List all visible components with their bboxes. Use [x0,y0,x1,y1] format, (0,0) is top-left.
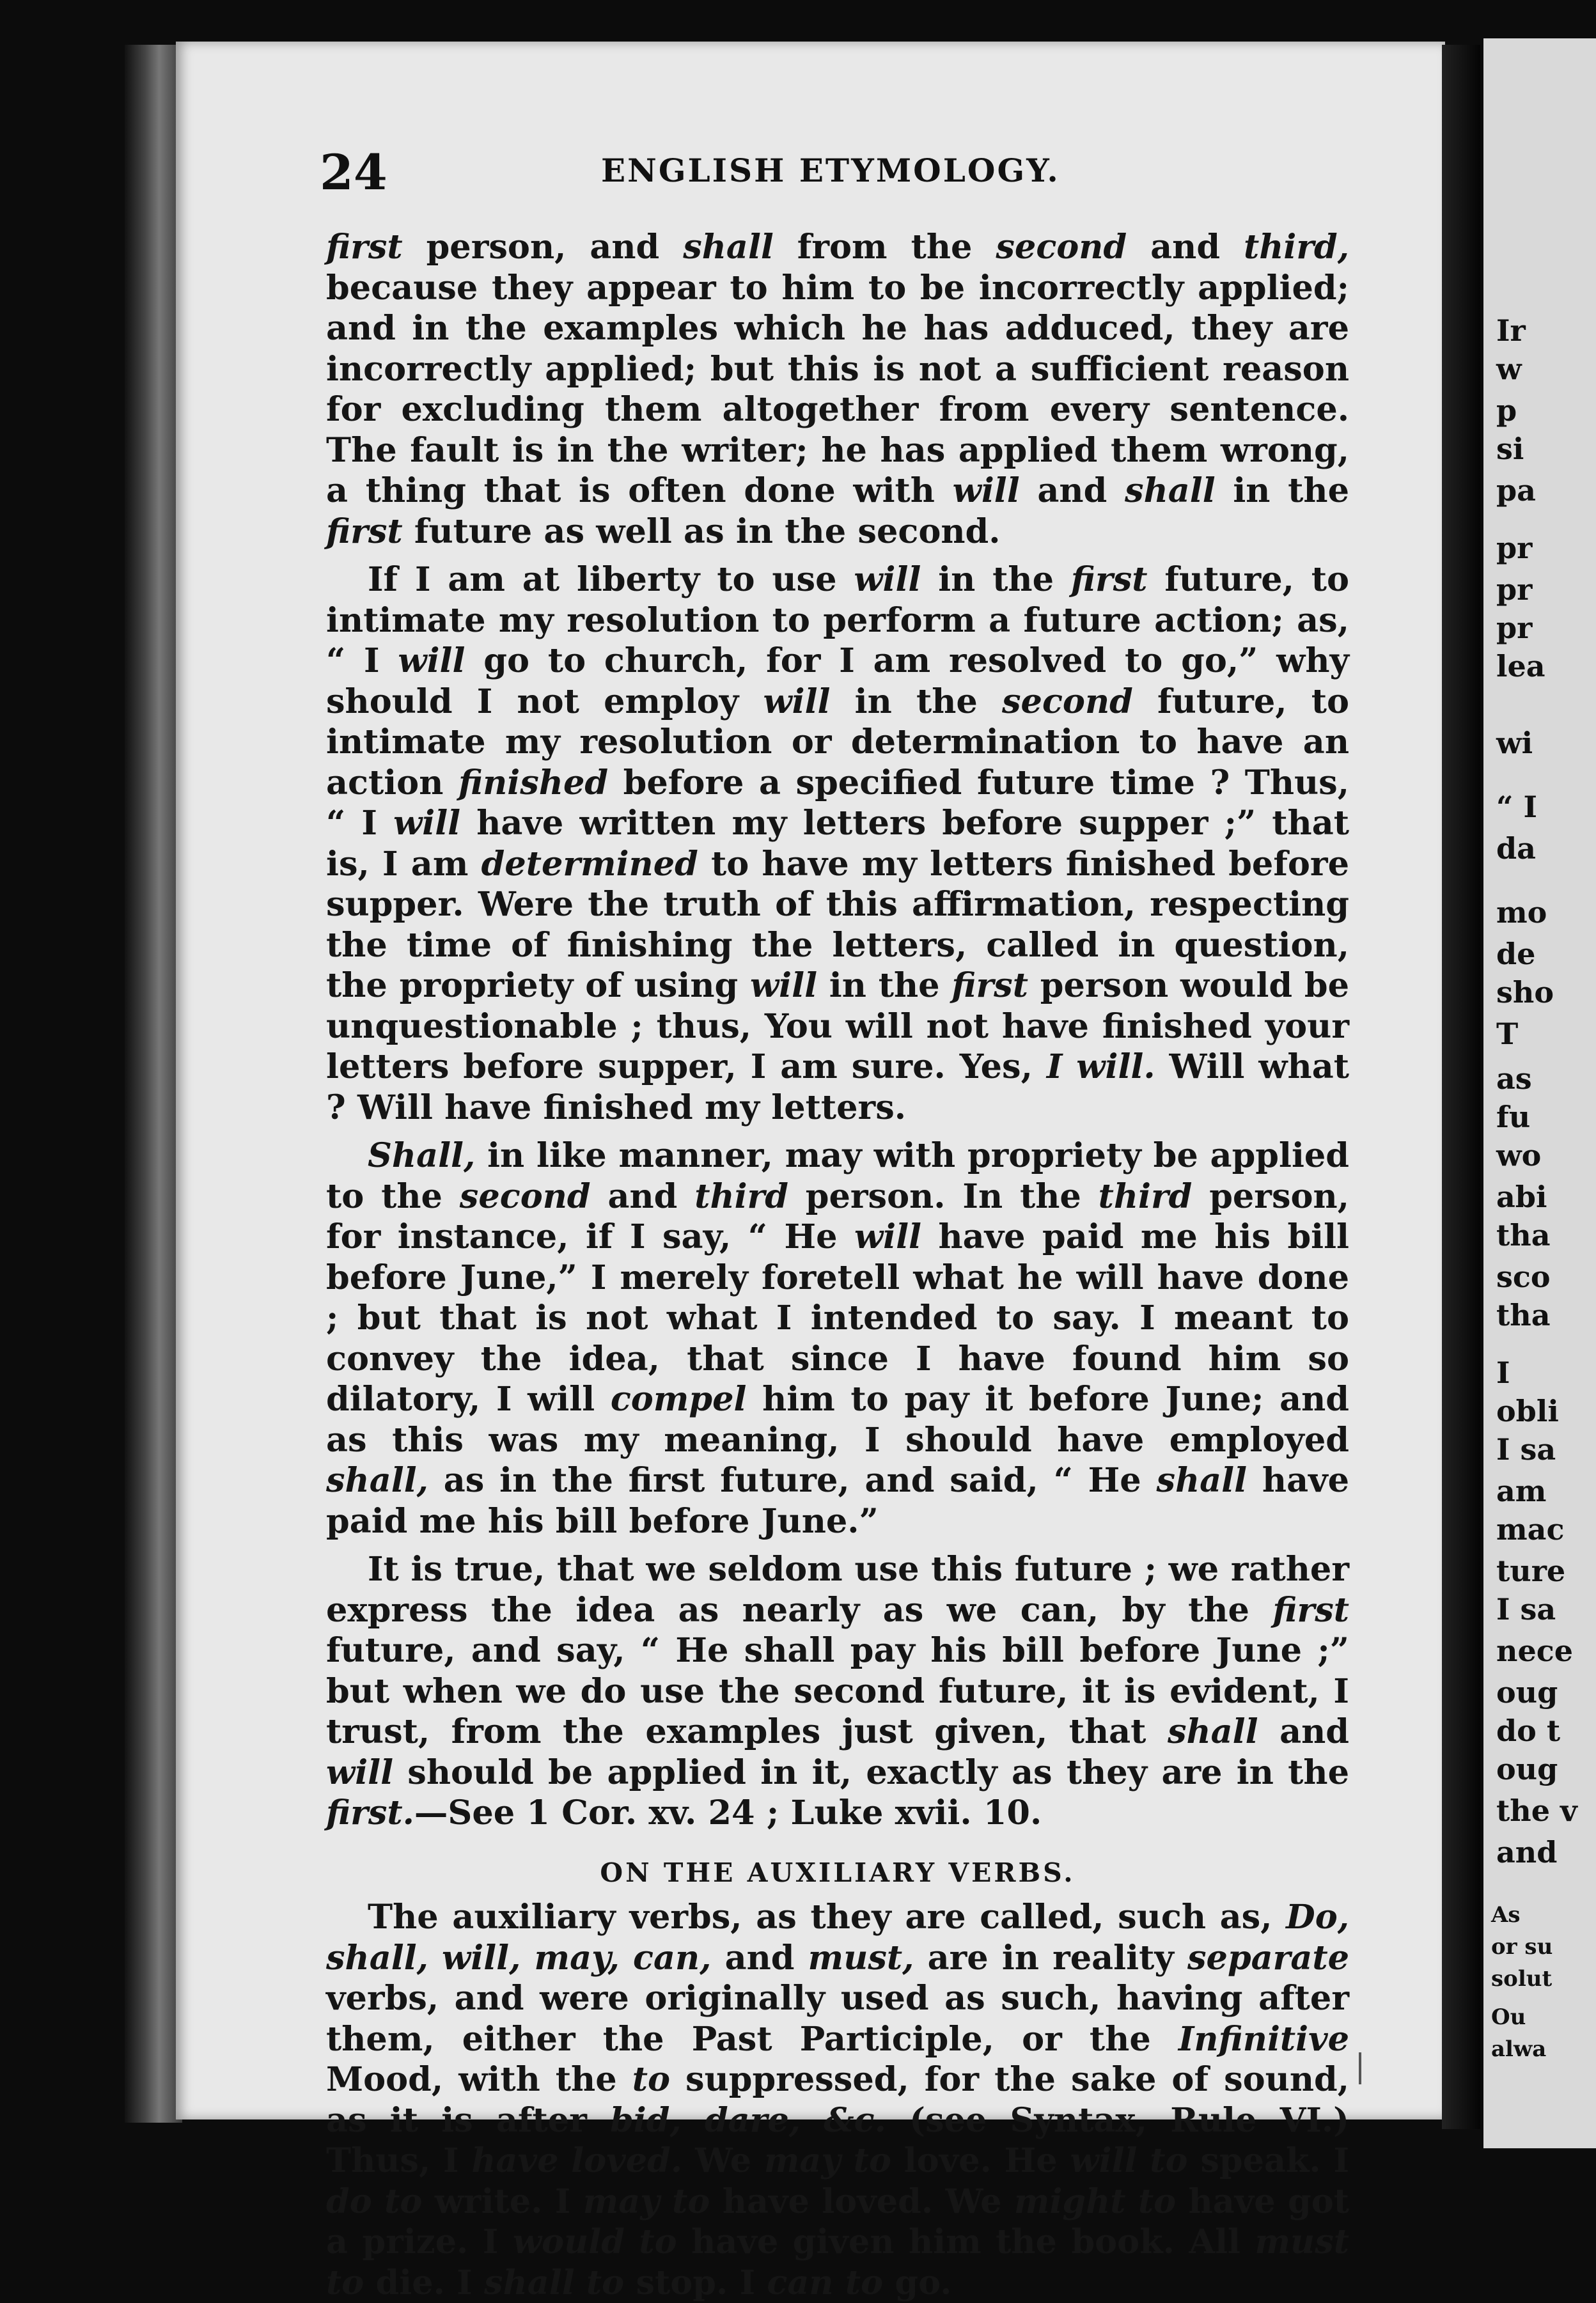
emphasis-text: third, [1244,228,1350,267]
text-run: because they appear to him to be incorrectly applied; and in the examples which he has adduced, they are incorrectly applied; but this is not a sufficient reason for excluding them altogether from every sentence. The fault is in the writer; he has applied them wrong, a thing that is often done with [326,268,1349,510]
adjacent-page-fragment: w [1496,352,1522,386]
book-spine-shadow [125,45,182,2123]
text-run: have written my letters before supper ;” that is, I am [326,804,1349,884]
text-run: in the [1215,471,1350,510]
text-run: have paid me his bill before June.” [326,1461,1349,1541]
emphasis-text: separate [1187,1938,1349,1978]
text-run: before a specified future time ? Thus, “ I [326,763,1349,843]
section-heading: ON THE AUXILIARY VERBS. [600,1857,1076,1888]
adjacent-page-fragment: lea [1496,649,1545,683]
adjacent-page-fragment: Ou [1491,2004,1526,2030]
emphasis-text: have loved. [471,2141,683,2180]
emphasis-text: shall [1125,471,1216,510]
adjacent-page-fragment: ture [1496,1554,1566,1588]
emphasis-text: determined [481,844,698,884]
emphasis-text: will [393,804,461,843]
adjacent-page-fragment: I sa [1496,1592,1556,1627]
text-run: person, and [402,228,684,267]
text-run: and [590,1176,695,1216]
page-number: 24 [320,144,387,201]
adjacent-page-fragment: “ I [1496,790,1537,824]
adjacent-page-fragment: nece [1496,1634,1573,1668]
text-run: have loved. We [710,2182,1014,2221]
emphasis-text: I will. [1046,1047,1155,1086]
emphasis-text: first. [326,1793,414,1832]
adjacent-page-fragment: obli [1496,1394,1559,1428]
text-run: from the [773,228,996,267]
running-title: ENGLISH ETYMOLOGY. [601,152,1060,189]
emphasis-text: third [694,1176,788,1216]
page-edge-mark [1359,2052,1361,2084]
adjacent-page-fragment: the v [1496,1793,1577,1828]
emphasis-text: will [763,682,831,721]
adjacent-page-fragment: si [1496,432,1524,466]
text-run: person. In the [788,1176,1099,1216]
body-text [326,227,1349,2303]
text-run: verbs, and were originally used as such, having after them, either the Past Participle, or the [326,1979,1349,2059]
text-run: and [1258,1712,1349,1751]
adjacent-page-fragment: pr [1496,531,1533,565]
emphasis-text: will [952,471,1020,510]
emphasis-text: will to [1070,2141,1188,2180]
text-run: and [1127,228,1244,267]
paragraph-2 [326,559,1349,1128]
emphasis-text: will [326,1753,394,1792]
emphasis-text: can to [767,2263,884,2302]
emphasis-text: finished [458,763,609,802]
text-run: him to pay it before June; and as this was my meaning, I should have employed [326,1380,1349,1460]
paragraph-5 [326,1897,1349,2303]
adjacent-page-fragment: pa [1496,473,1536,508]
text-run: The auxiliary verbs, as they are called, such as, [368,1898,1287,1937]
text-run: stop. I [624,2263,767,2302]
text-run: and [1019,471,1125,510]
text-run: in like manner, may with propriety be applied to the [326,1136,1349,1216]
text-run: should be applied in it, exactly as they are in the [393,1753,1349,1792]
adjacent-page-fragment: sco [1496,1260,1551,1294]
adjacent-page-fragment: As [1491,1902,1521,1928]
emphasis-text: might to [1013,2182,1177,2221]
adjacent-page-fragment: de [1496,937,1536,971]
emphasis-text: will [854,560,921,599]
text-run: have paid me his bill before June,” I merely foretell what he will have done ; but that is not what I intended to say. I meant to convey the idea, that since I have found him so dilatory, I will [326,1217,1349,1419]
adjacent-page-fragment: solut [1491,1966,1553,1992]
adjacent-page-fragment: I sa [1496,1432,1556,1467]
text-run: have given him the book. All [677,2222,1255,2261]
adjacent-page-fragment: wi [1496,726,1533,760]
text-run: future as well as in the second. [402,511,1001,551]
adjacent-page-fragment: am [1496,1474,1547,1508]
emphasis-text: will [749,966,818,1005]
emphasis-text: may to [763,2141,891,2180]
emphasis-text: second [996,228,1127,267]
emphasis-text: bid, dare, &c. [610,2100,886,2140]
emphasis-text: Do, shall, will, may, can, [326,1898,1349,1978]
adjacent-page-fragment: as [1496,1061,1532,1096]
adjacent-page-fragment: pr [1496,611,1533,645]
emphasis-text: first [326,228,403,267]
text-run: love. He [891,2141,1070,2180]
emphasis-text: Infinitive [1178,2019,1349,2059]
text-run: person, for instance, if I say, “ He [326,1176,1349,1256]
adjacent-page-fragment: Ir [1496,313,1526,348]
adjacent-page-fragment: oug [1496,1752,1558,1786]
adjacent-page-fragment: or su [1491,1934,1553,1960]
adjacent-page-fragment: pr [1496,572,1533,607]
adjacent-page-fragment: tha [1496,1218,1551,1253]
adjacent-page-fragment: and [1496,1835,1558,1870]
text-run: are in reality [914,1938,1187,1978]
emphasis-text: shall to [484,2263,625,2302]
adjacent-page-fragment: I [1496,1355,1510,1390]
emphasis-text: shall [1156,1461,1248,1500]
emphasis-text: second [459,1176,591,1216]
text-run: to have my letters finished before supper. Were the truth of this affirmation, respecting the time of finishing the letters, called in question, the propriety of using [326,844,1349,1005]
paragraph-1 [326,227,1349,552]
adjacent-page-fragment: da [1496,831,1536,866]
adjacent-page-fragment: oug [1496,1675,1558,1710]
text-run: and [711,1938,808,1978]
adjacent-page-fragment: p [1496,393,1517,428]
adjacent-page-fragment: tha [1496,1298,1551,1332]
adjacent-page-fragment: abi [1496,1180,1547,1214]
adjacent-page-strip [1483,38,1596,2148]
emphasis-text: must, [808,1938,914,1978]
text-run: future, to intimate my resolution or determination to have an action [326,682,1349,802]
page-header [320,144,1362,201]
emphasis-text: first [1272,1590,1349,1630]
adjacent-page-fragment: mo [1496,895,1547,930]
text-run: If I am at liberty to use [368,560,854,599]
emphasis-text: compel [610,1380,747,1419]
emphasis-text: must to [326,2222,1349,2302]
text-run: speak. I [1187,2141,1350,2180]
emphasis-text: would to [512,2222,677,2261]
paragraph-3 [326,1136,1349,1542]
text-run: future, and say, “ He shall pay his bill before June ;” but when we do use the second future, it is evident, I trust, from the examples just given, that [326,1631,1349,1751]
adjacent-page-fragment: fu [1496,1100,1531,1134]
text-run: go to church, for I am resolved to go,” why should I not employ [326,641,1350,721]
text-run: We [682,2141,764,2180]
adjacent-page-fragment: T [1496,1017,1519,1051]
emphasis-text: second [1002,682,1133,721]
emphasis-text: first [951,966,1028,1005]
text-run: as in the first future, and said, “ He [428,1461,1157,1500]
text-run: suppressed, for the sake of sound, as it is after [326,2060,1349,2140]
emphasis-text: shall, [326,1461,428,1500]
emphasis-text: Shall, [368,1136,476,1175]
text-run: Mood, with the [326,2060,632,2099]
text-run: in the [817,966,952,1005]
emphasis-text: will [854,1217,921,1256]
text-run: in the [830,682,1002,721]
emphasis-text: first [326,511,403,551]
text-run: have got a prize. I [326,2182,1349,2261]
emphasis-text: third [1098,1176,1193,1216]
text-run: Will what ? Will have finished my letters. [326,1047,1349,1127]
page-gutter-shadow [1442,45,1480,2129]
text-run: die. I [364,2263,485,2302]
emphasis-text: do to [326,2182,423,2221]
text-run: —See 1 Cor. xv. 24 ; Luke xvii. 10. [414,1793,1042,1832]
adjacent-page-fragment: mac [1496,1512,1565,1547]
emphasis-text: may to [583,2182,710,2221]
text-run: future, to intimate my resolution to perform a future action; as, “ I [326,560,1349,680]
text-run: in the [921,560,1071,599]
emphasis-text: to [632,2060,670,2099]
text-run: It is true, that we seldom use this future ; we rather express the idea as nearly as we can, by the [326,1550,1349,1630]
text-run: (see Syntax, Rule VI.) Thus, I [326,2100,1350,2180]
emphasis-text: first [1070,560,1148,599]
adjacent-page-fragment: do t [1496,1714,1561,1748]
text-run: go. [883,2263,952,2302]
adjacent-page-fragment: wo [1496,1138,1542,1173]
emphasis-text: will [398,641,465,680]
emphasis-text: shall [1167,1712,1258,1751]
text-run: write. I [422,2182,583,2221]
text-run: person would be unquestionable ; thus, You will not have finished your letters before supper, I am sure. Yes, [326,966,1349,1086]
paragraph-4 [326,1549,1349,1834]
emphasis-text: shall [683,228,774,267]
adjacent-page-fragment: alwa [1491,2036,1547,2062]
adjacent-page-fragment: sho [1496,975,1554,1010]
